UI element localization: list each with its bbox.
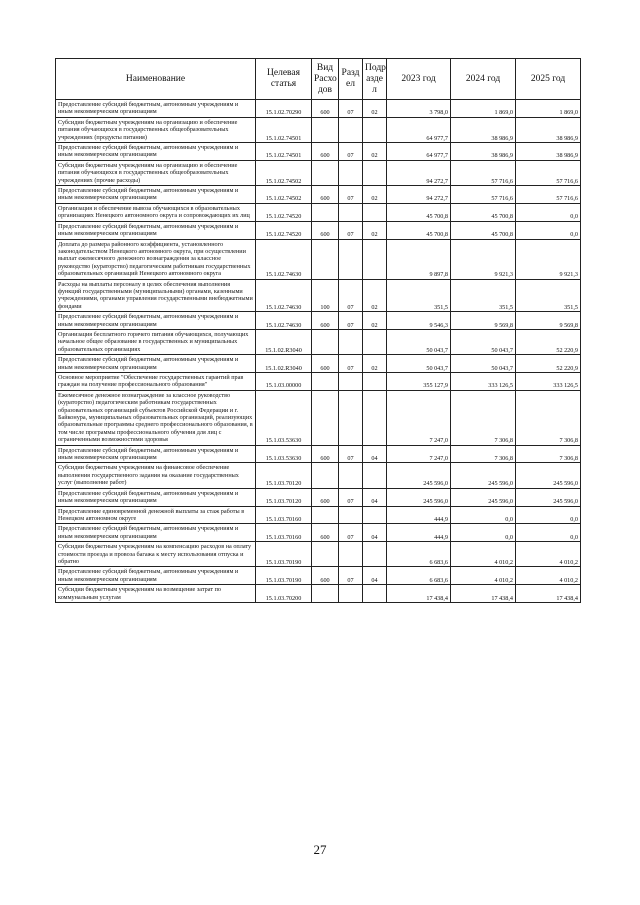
row-2024-cell: 9 921,3 (451, 239, 516, 279)
row-subsection-cell: 02 (363, 186, 387, 204)
table-body (56, 100, 581, 603)
row-2023-cell: 9 546,3 (387, 312, 451, 330)
row-2024-cell: 7 306,8 (451, 390, 516, 445)
row-target-article-cell: 15.1.03.53630 (256, 445, 312, 463)
row-subsection-cell (363, 373, 387, 391)
row-target-article-cell: 15.1.03.00000 (256, 373, 312, 391)
table-row (56, 506, 581, 524)
row-subsection-cell (363, 239, 387, 279)
row-target-article-cell: 15.1.02.74630 (256, 239, 312, 279)
row-2024-cell: 50 043,7 (451, 355, 516, 373)
row-name-cell: Предоставление субсидий бюджетным, автономным учреждениям и иным некоммерческим организациям (56, 567, 256, 585)
row-name-cell: Организация и обеспечение вывоза обучающихся в образовательных организациях Ненецкого автономного округа и сопровождающих их лиц (56, 203, 256, 221)
row-expense-type-cell (312, 117, 339, 142)
row-2025-cell: 9 569,8 (516, 312, 581, 330)
table-row (56, 524, 581, 542)
row-2023-cell: 94 272,7 (387, 186, 451, 204)
row-2025-cell: 57 716,6 (516, 160, 581, 185)
header-year-2025: 2025 год (516, 59, 581, 100)
table-row (56, 279, 581, 312)
row-expense-type-cell: 600 (312, 221, 339, 239)
row-subsection-cell (363, 506, 387, 524)
row-target-article-cell: 15.1.02.74520 (256, 221, 312, 239)
row-subsection-cell: 02 (363, 279, 387, 312)
row-2025-cell: 9 921,3 (516, 239, 581, 279)
row-expense-type-cell (312, 542, 339, 567)
row-subsection-cell: 02 (363, 355, 387, 373)
row-target-article-cell: 15.1.03.70190 (256, 567, 312, 585)
row-name-cell: Субсидии бюджетным учреждениям на компенсацию расходов на оплату стоимости проезда и провоза багажа к месту использования отпуска и обратно (56, 542, 256, 567)
row-expense-type-cell (312, 506, 339, 524)
row-name-cell: Предоставление субсидий бюджетным, автономным учреждениям и иным некоммерческим организациям (56, 312, 256, 330)
row-name-cell: Предоставление субсидий бюджетным, автономным учреждениям и иным некоммерческим организациям (56, 221, 256, 239)
row-target-article-cell: 15.1.02.74501 (256, 117, 312, 142)
row-2023-cell: 444,9 (387, 506, 451, 524)
header-target-article: Целевая статья (256, 59, 312, 100)
row-expense-type-cell (312, 463, 339, 488)
budget-table-page (55, 58, 580, 603)
row-target-article-cell: 15.1.03.70120 (256, 463, 312, 488)
row-name-cell: Ежемесячное денежное вознаграждение за классное руководство (кураторство) педагогическим работникам государственных образовательных организаций субъектов Российской Федерации и г. Байконура, муниципальных образовательных организаций, реализующих образовательные программы среднего профессионального образования, в том числе программы профессионального обучения для лиц с ограниченными возможностями здоровья (56, 390, 256, 445)
row-expense-type-cell: 600 (312, 488, 339, 506)
row-name-cell: Предоставление единовременной денежной выплаты за стаж работы в Ненецком автономном округе (56, 506, 256, 524)
row-section-cell: 07 (339, 279, 363, 312)
table-row (56, 221, 581, 239)
row-expense-type-cell: 600 (312, 567, 339, 585)
row-2025-cell: 57 716,6 (516, 186, 581, 204)
row-name-cell: Основное мероприятие "Обеспечение государственных гарантий прав граждан на получение профессионального образования" (56, 373, 256, 391)
row-2024-cell: 38 986,9 (451, 143, 516, 161)
row-expense-type-cell (312, 160, 339, 185)
row-2025-cell: 245 596,0 (516, 463, 581, 488)
row-target-article-cell: 15.1.02.74501 (256, 143, 312, 161)
row-name-cell: Предоставление субсидий бюджетным, автономным учреждениям и иным некоммерческим организациям (56, 445, 256, 463)
table-row (56, 100, 581, 118)
row-2024-cell: 38 986,9 (451, 117, 516, 142)
row-2023-cell: 50 043,7 (387, 329, 451, 354)
row-2025-cell: 38 986,9 (516, 117, 581, 142)
row-2023-cell: 94 272,7 (387, 160, 451, 185)
row-2024-cell: 245 596,0 (451, 488, 516, 506)
row-expense-type-cell: 600 (312, 524, 339, 542)
row-section-cell: 07 (339, 524, 363, 542)
row-section-cell: 07 (339, 221, 363, 239)
row-2024-cell: 351,5 (451, 279, 516, 312)
header-expense-type: Вид Расхо дов (312, 59, 339, 100)
row-target-article-cell: 15.1.02.74630 (256, 312, 312, 330)
row-2025-cell: 4 010,2 (516, 567, 581, 585)
row-section-cell: 07 (339, 312, 363, 330)
row-2024-cell: 17 438,4 (451, 585, 516, 603)
row-2023-cell: 3 798,0 (387, 100, 451, 118)
row-section-cell: 07 (339, 445, 363, 463)
row-subsection-cell (363, 329, 387, 354)
row-2024-cell: 4 010,2 (451, 542, 516, 567)
row-2025-cell: 52 220,9 (516, 329, 581, 354)
row-2025-cell: 38 986,9 (516, 143, 581, 161)
row-name-cell: Предоставление субсидий бюджетным, автономным учреждениям и иным некоммерческим организациям (56, 100, 256, 118)
row-expense-type-cell: 600 (312, 186, 339, 204)
row-expense-type-cell: 100 (312, 279, 339, 312)
row-name-cell: Организация бесплатного горячего питания обучающихся, получающих начальное общее образование в государственных и муниципальных образовательных организациях (56, 329, 256, 354)
row-2024-cell: 57 716,6 (451, 186, 516, 204)
row-name-cell: Субсидии бюджетным учреждениям на организацию и обеспечение питания обучающихся в государственных общеобразовательных учреждениях (прочие расходы) (56, 160, 256, 185)
row-name-cell: Предоставление субсидий бюджетным, автономным учреждениям и иным некоммерческим организациям (56, 524, 256, 542)
row-section-cell (339, 203, 363, 221)
row-expense-type-cell (312, 329, 339, 354)
row-expense-type-cell: 600 (312, 312, 339, 330)
row-section-cell (339, 329, 363, 354)
table-row (56, 312, 581, 330)
table-row (56, 463, 581, 488)
row-subsection-cell (363, 117, 387, 142)
row-subsection-cell (363, 463, 387, 488)
row-subsection-cell: 02 (363, 221, 387, 239)
row-2025-cell: 0,0 (516, 221, 581, 239)
row-subsection-cell: 02 (363, 100, 387, 118)
row-section-cell (339, 160, 363, 185)
row-section-cell: 07 (339, 186, 363, 204)
row-2024-cell: 7 306,8 (451, 445, 516, 463)
row-2024-cell: 0,0 (451, 524, 516, 542)
page-number: 27 (313, 842, 327, 857)
row-2023-cell: 6 683,6 (387, 567, 451, 585)
row-2025-cell: 351,5 (516, 279, 581, 312)
row-2025-cell: 333 126,5 (516, 373, 581, 391)
row-name-cell: Предоставление субсидий бюджетным, автономным учреждениям и иным некоммерческим организациям (56, 488, 256, 506)
table-header-row (56, 59, 581, 100)
row-section-cell (339, 542, 363, 567)
row-subsection-cell: 02 (363, 312, 387, 330)
row-target-article-cell: 15.1.02.70290 (256, 100, 312, 118)
row-name-cell: Субсидии бюджетным учреждениям на финансовое обеспечение выполнения государственного задания на оказание государственных услуг (выполнение работ) (56, 463, 256, 488)
row-2024-cell: 1 869,0 (451, 100, 516, 118)
row-target-article-cell: 15.1.02.R3040 (256, 355, 312, 373)
table-row (56, 445, 581, 463)
row-subsection-cell: 02 (363, 143, 387, 161)
row-target-article-cell: 15.1.03.70160 (256, 524, 312, 542)
row-target-article-cell: 15.1.02.R3040 (256, 329, 312, 354)
header-name: Наименование (56, 59, 256, 100)
budget-table (55, 58, 581, 603)
row-2023-cell: 45 700,8 (387, 221, 451, 239)
row-section-cell: 07 (339, 100, 363, 118)
row-2025-cell: 245 596,0 (516, 488, 581, 506)
table-row (56, 355, 581, 373)
table-row (56, 239, 581, 279)
row-name-cell: Субсидии бюджетным учреждениям на организацию и обеспечение питания обучающихся в государственных общеобразовательных учреждениях (продукты питания) (56, 117, 256, 142)
row-name-cell: Предоставление субсидий бюджетным, автономным учреждениям и иным некоммерческим организациям (56, 143, 256, 161)
row-section-cell (339, 506, 363, 524)
row-2024-cell: 50 043,7 (451, 329, 516, 354)
table-row (56, 390, 581, 445)
row-section-cell: 07 (339, 143, 363, 161)
row-name-cell: Расходы на выплаты персоналу в целях обеспечения выполнения функций государственными (муниципальными) органами, казенными учреждениями, органами управления государственными внебюджетными фондами (56, 279, 256, 312)
table-row (56, 585, 581, 603)
row-2025-cell: 7 306,8 (516, 390, 581, 445)
row-section-cell (339, 239, 363, 279)
row-expense-type-cell: 600 (312, 100, 339, 118)
table-row (56, 143, 581, 161)
row-target-article-cell: 15.1.03.53630 (256, 390, 312, 445)
row-2023-cell: 17 438,4 (387, 585, 451, 603)
row-2025-cell: 52 220,9 (516, 355, 581, 373)
row-expense-type-cell (312, 239, 339, 279)
row-2023-cell: 355 127,9 (387, 373, 451, 391)
row-subsection-cell (363, 585, 387, 603)
row-subsection-cell: 04 (363, 488, 387, 506)
row-subsection-cell: 04 (363, 567, 387, 585)
row-expense-type-cell (312, 585, 339, 603)
table-row (56, 160, 581, 185)
row-2024-cell: 0,0 (451, 506, 516, 524)
row-2024-cell: 9 569,8 (451, 312, 516, 330)
table-row (56, 567, 581, 585)
table-row (56, 542, 581, 567)
row-2025-cell: 0,0 (516, 506, 581, 524)
header-year-2024: 2024 год (451, 59, 516, 100)
row-section-cell: 07 (339, 488, 363, 506)
row-target-article-cell: 15.1.03.70120 (256, 488, 312, 506)
row-2023-cell: 7 247,0 (387, 445, 451, 463)
row-subsection-cell: 04 (363, 445, 387, 463)
row-2023-cell: 6 683,6 (387, 542, 451, 567)
row-2024-cell: 245 596,0 (451, 463, 516, 488)
row-2023-cell: 45 700,8 (387, 203, 451, 221)
row-2024-cell: 333 126,5 (451, 373, 516, 391)
row-2023-cell: 245 596,0 (387, 488, 451, 506)
row-section-cell: 07 (339, 355, 363, 373)
row-2023-cell: 64 977,7 (387, 143, 451, 161)
row-2023-cell: 245 596,0 (387, 463, 451, 488)
table-row (56, 488, 581, 506)
header-year-2023: 2023 год (387, 59, 451, 100)
header-subsection: Подр азде л (363, 59, 387, 100)
row-2023-cell: 64 977,7 (387, 117, 451, 142)
row-2024-cell: 57 716,6 (451, 160, 516, 185)
row-target-article-cell: 15.1.02.74502 (256, 186, 312, 204)
row-subsection-cell (363, 542, 387, 567)
row-section-cell: 07 (339, 567, 363, 585)
row-name-cell: Субсидии бюджетным учреждениям на возмещение затрат по коммунальным услугам (56, 585, 256, 603)
row-section-cell (339, 585, 363, 603)
table-row (56, 117, 581, 142)
row-name-cell: Предоставление субсидий бюджетным, автономным учреждениям и иным некоммерческим организациям (56, 355, 256, 373)
row-2024-cell: 45 700,8 (451, 221, 516, 239)
row-subsection-cell (363, 203, 387, 221)
row-2023-cell: 9 897,8 (387, 239, 451, 279)
row-subsection-cell (363, 160, 387, 185)
table-row (56, 203, 581, 221)
row-2023-cell: 7 247,0 (387, 390, 451, 445)
table-row (56, 329, 581, 354)
row-target-article-cell: 15.1.03.70200 (256, 585, 312, 603)
row-target-article-cell: 15.1.03.70190 (256, 542, 312, 567)
row-target-article-cell: 15.1.03.70160 (256, 506, 312, 524)
row-section-cell (339, 117, 363, 142)
row-subsection-cell: 04 (363, 524, 387, 542)
row-2023-cell: 50 043,7 (387, 355, 451, 373)
row-expense-type-cell (312, 390, 339, 445)
table-row (56, 373, 581, 391)
header-section: Разд ел (339, 59, 363, 100)
row-2025-cell: 7 306,8 (516, 445, 581, 463)
row-expense-type-cell (312, 203, 339, 221)
row-expense-type-cell: 600 (312, 355, 339, 373)
row-target-article-cell: 15.1.02.74630 (256, 279, 312, 312)
row-subsection-cell (363, 390, 387, 445)
row-2025-cell: 1 869,0 (516, 100, 581, 118)
row-expense-type-cell: 600 (312, 143, 339, 161)
row-target-article-cell: 15.1.02.74520 (256, 203, 312, 221)
row-2025-cell: 0,0 (516, 203, 581, 221)
table-row (56, 186, 581, 204)
row-2025-cell: 4 010,2 (516, 542, 581, 567)
row-2025-cell: 0,0 (516, 524, 581, 542)
row-section-cell (339, 463, 363, 488)
row-2023-cell: 444,9 (387, 524, 451, 542)
row-2025-cell: 17 438,4 (516, 585, 581, 603)
row-expense-type-cell: 600 (312, 445, 339, 463)
row-target-article-cell: 15.1.02.74502 (256, 160, 312, 185)
row-name-cell: Предоставление субсидий бюджетным, автономным учреждениям и иным некоммерческим организациям (56, 186, 256, 204)
row-2024-cell: 4 010,2 (451, 567, 516, 585)
row-section-cell (339, 373, 363, 391)
row-expense-type-cell (312, 373, 339, 391)
row-name-cell: Доплата до размера районного коэффициента, установленного законодательством Ненецкого автономного округа, при осуществлении выплат ежемесячного денежного вознаграждения за классное руководство (кураторство) педагогическим работникам государственных образовательных организаций Ненецкого автономного округа (56, 239, 256, 279)
row-section-cell (339, 390, 363, 445)
row-2024-cell: 45 700,8 (451, 203, 516, 221)
row-2023-cell: 351,5 (387, 279, 451, 312)
